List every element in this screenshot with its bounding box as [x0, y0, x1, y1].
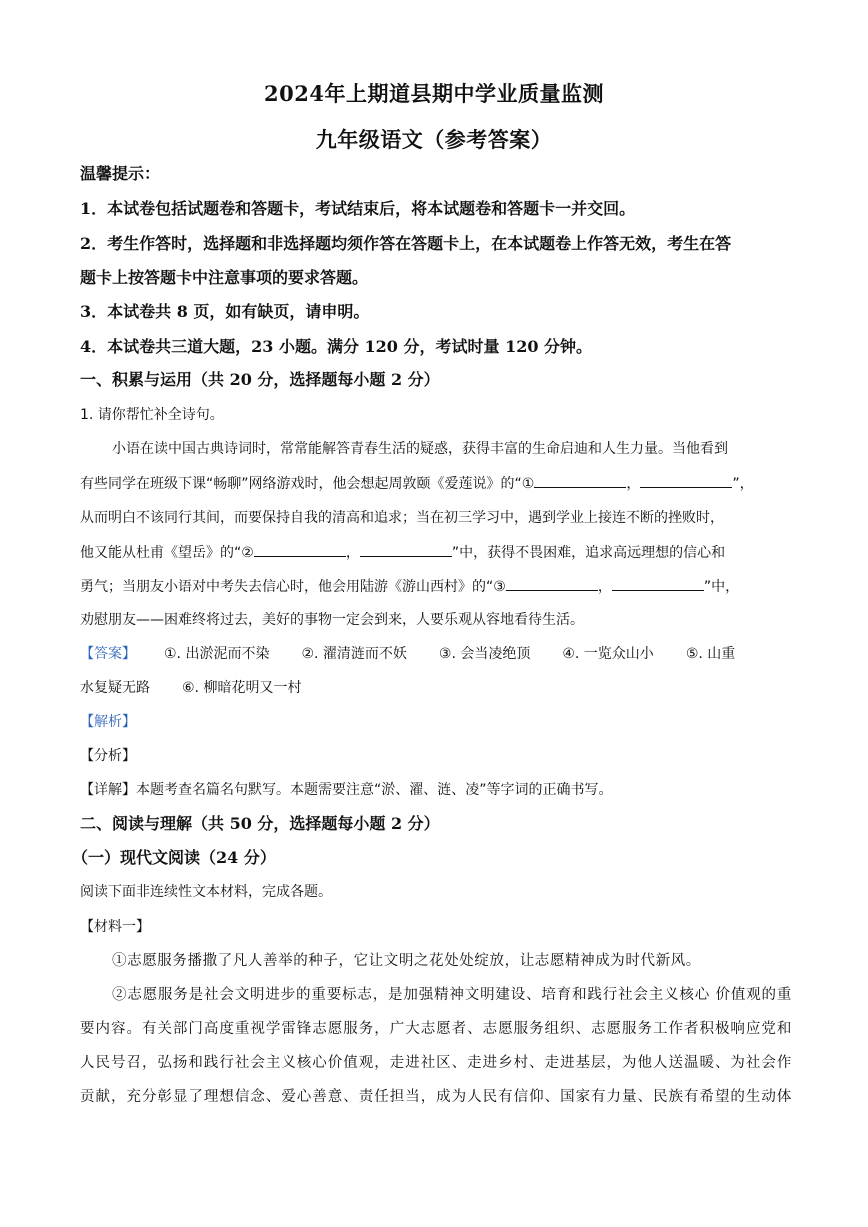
material-para-2-line-2: 要内容。有关部门高度重视学雷锋志愿服务，广大志愿者、志愿服务组织、志愿服务工作者积极响应党和 — [80, 1021, 792, 1037]
answer-item-5: ⑤. 山重 — [685, 646, 736, 662]
passage-text: 他又能从杜甫《望岳》的“② — [80, 545, 254, 561]
answer-item-5-cont: 水复疑无路 — [80, 680, 150, 696]
comma: ， — [626, 476, 641, 492]
passage-text: ”中，获得不畏困难，追求高远理想的信心和 — [451, 545, 726, 561]
passage-text: 勇气；当朋友小语对中考失去信心时，他会用陆游《游山西村》的“③ — [80, 579, 506, 595]
passage-line-1: 小语在读中国古典诗词时，常常能解答青春生活的疑惑，获得丰富的生命启迪和人生力量。当他看到 — [112, 441, 728, 457]
quote-close: ”， — [732, 476, 754, 492]
material-label: 【材料一】 — [80, 919, 150, 935]
tip-item-2-cont: 题卡上按答题卡中注意事项的要求答题。 — [80, 268, 369, 287]
fill-blank-3[interactable] — [254, 542, 346, 557]
section2-heading: 二、阅读与理解（共 50 分，选择题每小题 2 分） — [80, 814, 440, 833]
passage-line-3: 从而明白不该同行其间，而要保持自我的清高和追求；当在初三学习中，遇到学业上接连不断的挫败时， — [80, 510, 724, 526]
passage-line-4 — [80, 542, 792, 563]
page-title: 2024年上期道县期中学业质量监测 — [264, 81, 604, 106]
answer-item-6: ⑥. 柳暗花明又一村 — [182, 680, 302, 696]
section2-sub1: （一）现代文阅读（24 分） — [72, 848, 276, 867]
answer-line-1 — [80, 644, 792, 664]
passage-line-6: 劝慰朋友——困难终将过去，美好的事物一定会到来，人要乐观从容地看待生活。 — [80, 612, 584, 628]
fill-blank-5[interactable] — [506, 576, 598, 591]
fill-blank-4[interactable] — [360, 542, 452, 557]
detail-text: 【详解】本题考查名篇名句默写。本题需要注意“淤、濯、涟、凌”等字词的正确书写。 — [80, 782, 613, 798]
answer-item-4: ④. 一览众山小 — [562, 646, 654, 662]
comma: ， — [345, 545, 360, 561]
passage-line-2 — [80, 473, 792, 494]
section1-heading: 一、积累与运用（共 20 分，选择题每小题 2 分） — [80, 370, 440, 389]
reading-instruction: 阅读下面非连续性文本材料，完成各题。 — [80, 884, 332, 900]
page-subtitle: 九年级语文（参考答案） — [315, 127, 553, 152]
fill-blank-6[interactable] — [612, 576, 704, 591]
tip-item-3: 3．本试卷共 8 页，如有缺页，请申明。 — [80, 302, 370, 321]
answer-item-1: ①. 出淤泥而不染 — [164, 646, 270, 662]
answer-item-2: ②. 濯清涟而不妖 — [301, 646, 407, 662]
tips-heading: 温馨提示： — [80, 164, 161, 183]
material-para-2-line-3: 人民号召，弘扬和践行社会主义核心价值观，走进社区、走进乡村、走进基层，为他人送温暖、为社会作 — [80, 1055, 792, 1071]
passage-text: ”中， — [703, 579, 740, 595]
comma: ， — [597, 579, 612, 595]
material-para-1: ①志愿服务播撒了凡人善举的种子，它让文明之花处处绽放，让志愿精神成为时代新风。 — [112, 953, 701, 969]
passage-text: 有些同学在班级下课“畅聊”网络游戏时，他会想起周敦颐《爱莲说》的“① — [80, 476, 535, 492]
tip-item-2: 2．考生作答时，选择题和非选择题均须作答在答题卡上，在本试题卷上作答无效，考生在答 — [80, 234, 732, 253]
analysis-label: 【解析】 — [80, 714, 136, 730]
question-1-stem: 1. 请你帮忙补全诗句。 — [80, 407, 224, 423]
answer-label: 【答案】 — [80, 646, 136, 662]
tip-item-4: 4．本试卷共三道大题，23 小题。满分 120 分，考试时量 120 分钟。 — [80, 337, 593, 356]
material-para-2-line-4: 贡献，充分彰显了理想信念、爱心善意、责任担当，成为人民有信仰、国家有力量、民族有希望的生动体 — [80, 1089, 792, 1105]
passage-line-5 — [80, 576, 792, 597]
fill-blank-1[interactable] — [534, 473, 626, 488]
fenxi-label: 【分析】 — [80, 748, 136, 764]
material-para-2-line-1: ②志愿服务是社会文明进步的重要标志，是加强精神文明建设、培育和践行社会主义核心 价值观的重 — [112, 987, 792, 1003]
answer-item-3: ③. 会当凌绝顶 — [438, 646, 531, 662]
answer-line-2 — [80, 678, 792, 698]
tip-item-1: 1．本试卷包括试题卷和答题卡，考试结束后，将本试题卷和答题卡一并交回。 — [80, 199, 636, 218]
fill-blank-2[interactable] — [640, 473, 732, 488]
